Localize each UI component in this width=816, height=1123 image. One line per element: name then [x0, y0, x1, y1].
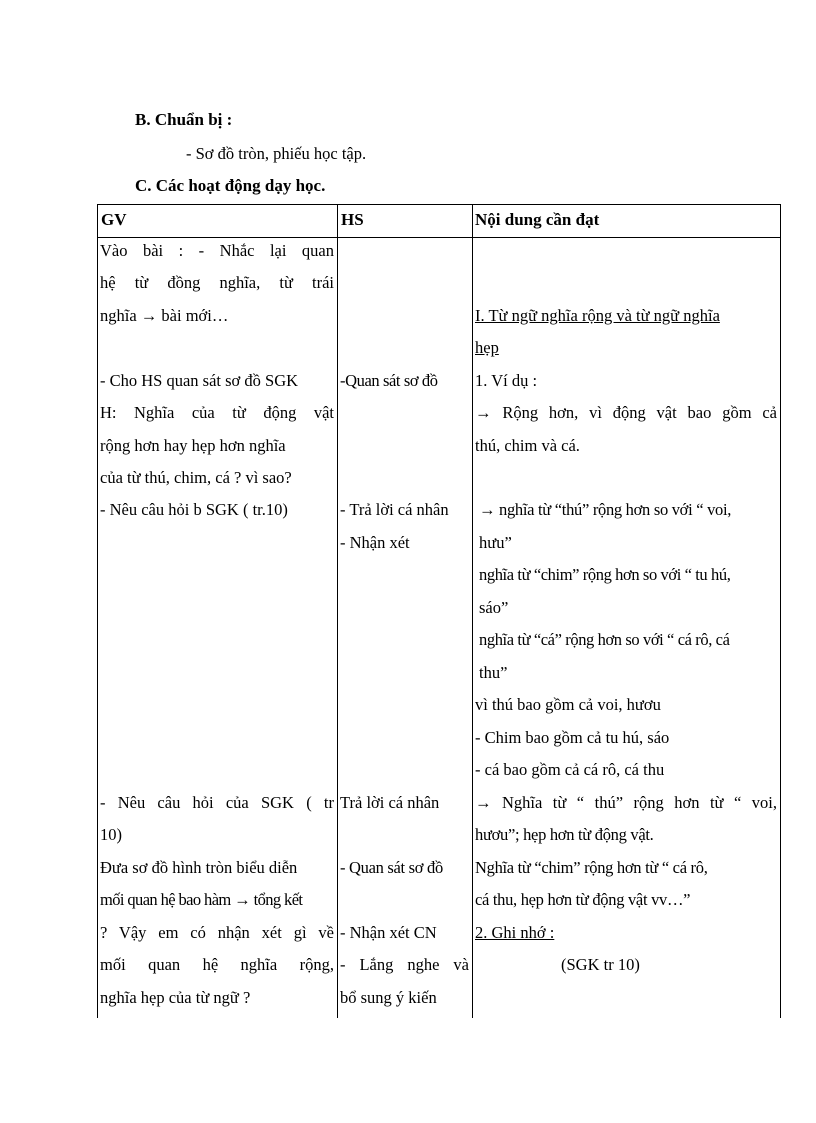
gv-line: mối quan hệ nghĩa rộng,: [100, 955, 334, 974]
content-line: thu”: [479, 663, 508, 682]
table-border-right: [780, 204, 781, 1018]
content-line: sáo”: [479, 598, 509, 617]
content-line: nghĩa từ “chim” rộng hơn so với “ tu hú,: [479, 565, 731, 584]
gv-line: Vào bài : - Nhắc lại quan: [100, 241, 334, 260]
gv-line: của từ thú, chim, cá ? vì sao?: [100, 468, 292, 487]
gv-line: - Nêu câu hỏi b SGK ( tr.10): [100, 500, 288, 519]
hs-line: bổ sung ý kiến: [340, 988, 437, 1007]
hs-line: - Nhận xét: [340, 533, 410, 552]
content-line: I. Từ ngữ nghĩa rộng và từ ngữ nghĩa: [475, 306, 720, 325]
hs-line: - Trả lời cá nhân: [340, 500, 449, 519]
content-line: hươu”; hẹp hơn từ động vật.: [475, 825, 654, 844]
content-line: nghĩa từ “cá” rộng hơn so với “ cá rô, cá: [479, 630, 730, 649]
content-line: - Chim bao gồm cả tu hú, sáo: [475, 728, 670, 747]
content-line: cá thu, hẹp hơn từ động vật vv…”: [475, 890, 691, 909]
gv-line: 10): [100, 825, 122, 844]
gv-line: hệ từ đồng nghĩa, từ trái: [100, 273, 334, 292]
hs-line: - Nhận xét CN: [340, 923, 437, 942]
table-border-top: [97, 204, 781, 205]
hs-line: Trả lời cá nhân: [340, 793, 440, 812]
content-line: → Rộng hơn, vì động vật bao gồm cả: [475, 403, 777, 422]
gv-line: mối quan hệ bao hàm → tổng kết: [100, 890, 303, 909]
table-divider-2: [472, 204, 473, 1018]
table-header-divider: [97, 237, 781, 238]
table-border-left: [97, 204, 98, 1018]
gv-line: rộng hơn hay hẹp hơn nghĩa: [100, 436, 286, 455]
content-line: 2. Ghi nhớ :: [475, 923, 555, 942]
header-hs: HS: [341, 210, 364, 229]
content-line: (SGK tr 10): [561, 955, 640, 974]
gv-line: - Nêu câu hỏi của SGK ( tr: [100, 793, 334, 812]
content-line: vì thú bao gồm cả voi, hươu: [475, 695, 661, 714]
header-gv: GV: [101, 210, 127, 229]
content-line: thú, chim và cá.: [475, 436, 580, 455]
section-b-item: - Sơ đồ tròn, phiếu học tập.: [186, 144, 367, 163]
hs-line: - Lắng nghe và: [340, 955, 469, 974]
gv-line: H: Nghĩa của từ động vật: [100, 403, 334, 422]
content-line: hưu”: [479, 533, 512, 552]
header-content: Nội dung cần đạt: [475, 210, 600, 229]
content-line: - cá bao gồm cả cá rô, cá thu: [475, 760, 665, 779]
activities-table: [97, 204, 781, 1018]
hs-line: -Quan sát sơ đồ: [340, 371, 438, 390]
gv-line: nghĩa → bài mới…: [100, 306, 229, 325]
gv-line: Đưa sơ đồ hình tròn biểu diễn: [100, 858, 298, 877]
section-b-title: B. Chuẩn bị :: [135, 110, 233, 129]
content-line: 1. Ví dụ :: [475, 371, 538, 390]
gv-line: nghĩa hẹp của từ ngữ ?: [100, 988, 251, 1007]
content-line: → nghĩa từ “thú” rộng hơn so với “ voi,: [479, 500, 732, 519]
hs-line: - Quan sát sơ đồ: [340, 858, 443, 877]
gv-line: ? Vậy em có nhận xét gì về: [100, 923, 334, 942]
table-divider-1: [337, 204, 338, 1018]
content-line: Nghĩa từ “chim” rộng hơn từ “ cá rô,: [475, 858, 708, 877]
gv-line: - Cho HS quan sát sơ đồ SGK: [100, 371, 299, 390]
content-line: → Nghĩa từ “ thú” rộng hơn từ “ voi,: [475, 793, 777, 812]
content-line: hẹp: [475, 338, 499, 357]
section-c-title: C. Các hoạt động dạy học.: [135, 176, 326, 195]
